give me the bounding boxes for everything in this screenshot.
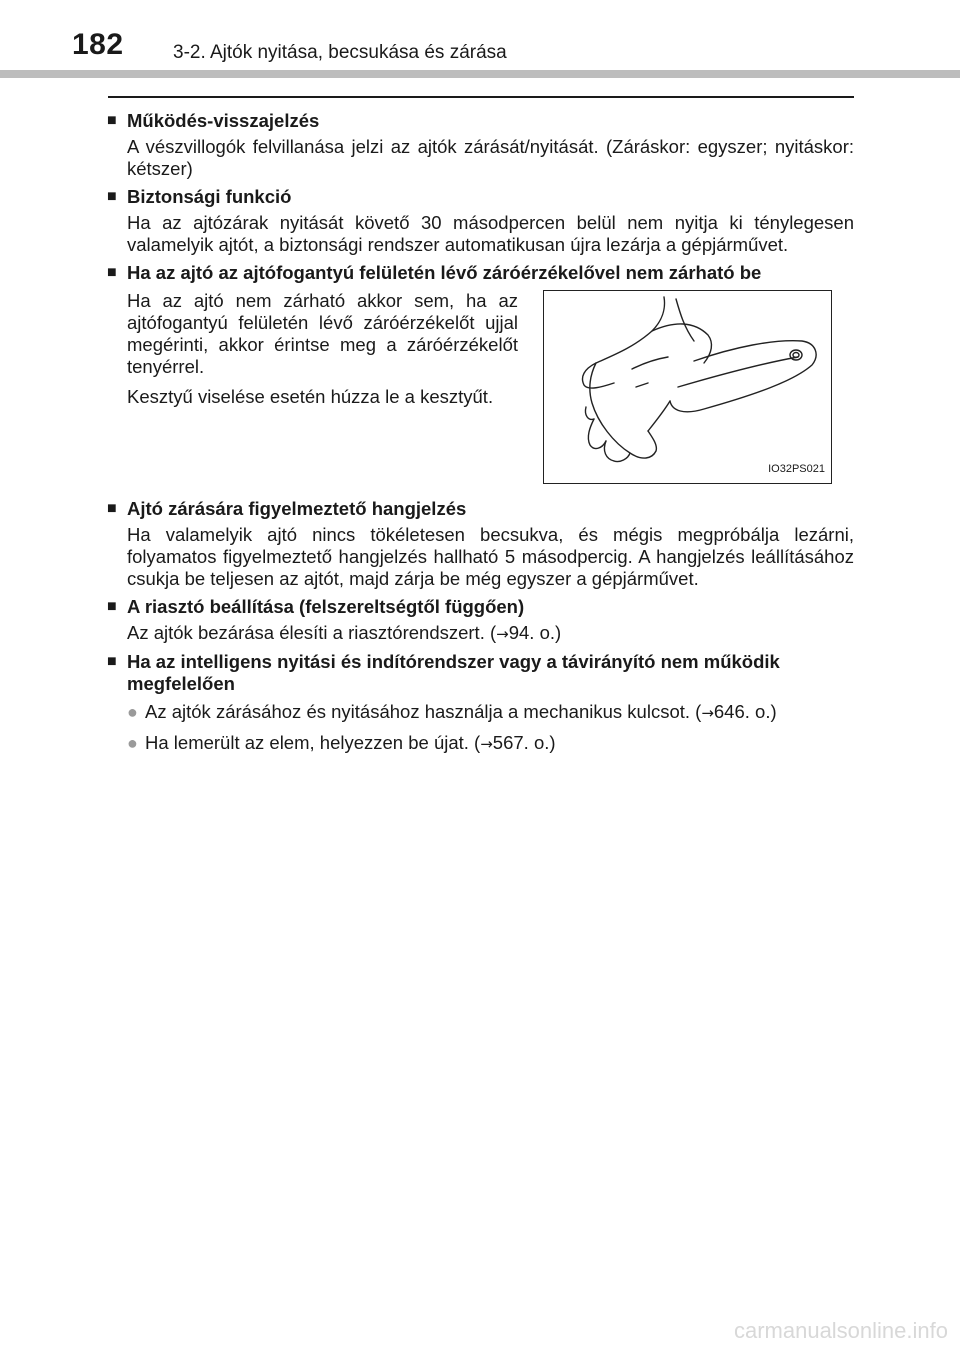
bullet-battery: ● Ha lemerült az elem, helyezzen be újat. (→567. o.) — [127, 732, 556, 753]
header-bar — [0, 70, 960, 78]
paragraph-security: Ha az ajtózárak nyitását követő 30 másodpercen belül nem nyitja ki ténylegesen valamelyik ajtót, a biztonsági rendszer automatikusan újra lezárja a gépjárművet. — [127, 212, 854, 255]
figure-row — [127, 290, 854, 484]
arrow-icon: → — [701, 704, 714, 722]
page-reference-link[interactable]: 567. o.) — [492, 732, 556, 753]
square-bullet-icon: ■ — [107, 264, 117, 281]
arrow-icon: → — [496, 625, 509, 643]
figure-label: IO32PS021 — [768, 463, 825, 475]
section-title: 3-2. Ajtók nyitása, becsukása és zárása — [173, 42, 507, 63]
hand-illustration-svg — [544, 291, 831, 483]
paragraph-glove: Kesztyű viselése esetén húzza le a kesztyűt. — [127, 386, 494, 407]
square-bullet-icon: ■ — [107, 188, 117, 205]
top-rule — [108, 96, 854, 98]
bullet-mechanical-key: ● Az ajtók zárásához és nyitásához használja a mechanikus kulcsot. (→646. o.) — [127, 701, 777, 722]
heading-lock-sensor: ■ Ha az ajtó az ajtófogantyú felületén lévő záróérzékelővel nem zárható be — [107, 262, 762, 283]
paragraph-palm: Ha az ajtó nem zárható akkor sem, ha az ajtófogantyú felületén lévő záróérzékelőt ujjal megérinti, akkor érintse meg a záróérzékelőt tenyérrel. — [127, 290, 518, 377]
paragraph-alarm: Az ajtók bezárása élesíti a riasztórendszert. (→94. o.) — [127, 622, 562, 643]
paragraph-feedback: A vészvillogók felvillanása jelzi az ajtók zárását/nyitását. (Záráskor: egyszer; nyitáskor: kétszer) — [127, 136, 854, 179]
watermark: carmanualsonline.info — [733, 1318, 948, 1343]
paragraph-warning-buzzer: Ha valamelyik ajtó nincs tökéletesen becsukva, és mégis megpróbálja lezárni, folyamatos figyelmeztető hangjelzés hallható 5 másodpercig. A hangjelzés leállításához csukja be teljesen az ajtót, majd zárja be még egyszer a gépjárművet. — [127, 524, 854, 589]
page-content — [107, 108, 854, 763]
square-bullet-icon: ■ — [107, 653, 117, 670]
heading-warning-buzzer: ■ Ajtó zárására figyelmeztető hangjelzés — [107, 498, 467, 519]
circle-bullet-icon: ● — [127, 702, 138, 722]
page-reference-link[interactable]: 94. o.) — [508, 622, 562, 643]
square-bullet-icon: ■ — [107, 112, 117, 129]
page-reference-link[interactable]: 646. o.) — [713, 701, 777, 722]
heading-smart-key: ■ Ha az intelligens nyitási és indítórendszer vagy a távirányító nem működik megfelelően — [107, 651, 780, 694]
arrow-icon: → — [480, 735, 493, 753]
heading-feedback: ■ Működés-visszajelzés — [107, 110, 320, 131]
page-number: 182 — [72, 28, 124, 61]
heading-alarm: ■ A riasztó beállítása (felszereltségtől függően) — [107, 596, 525, 617]
heading-security: ■ Biztonsági funkció — [107, 186, 292, 207]
circle-bullet-icon: ● — [127, 733, 138, 753]
square-bullet-icon: ■ — [107, 598, 117, 615]
hand-on-door-handle-illustration — [543, 290, 832, 484]
figure-text — [127, 290, 518, 484]
square-bullet-icon: ■ — [107, 500, 117, 517]
